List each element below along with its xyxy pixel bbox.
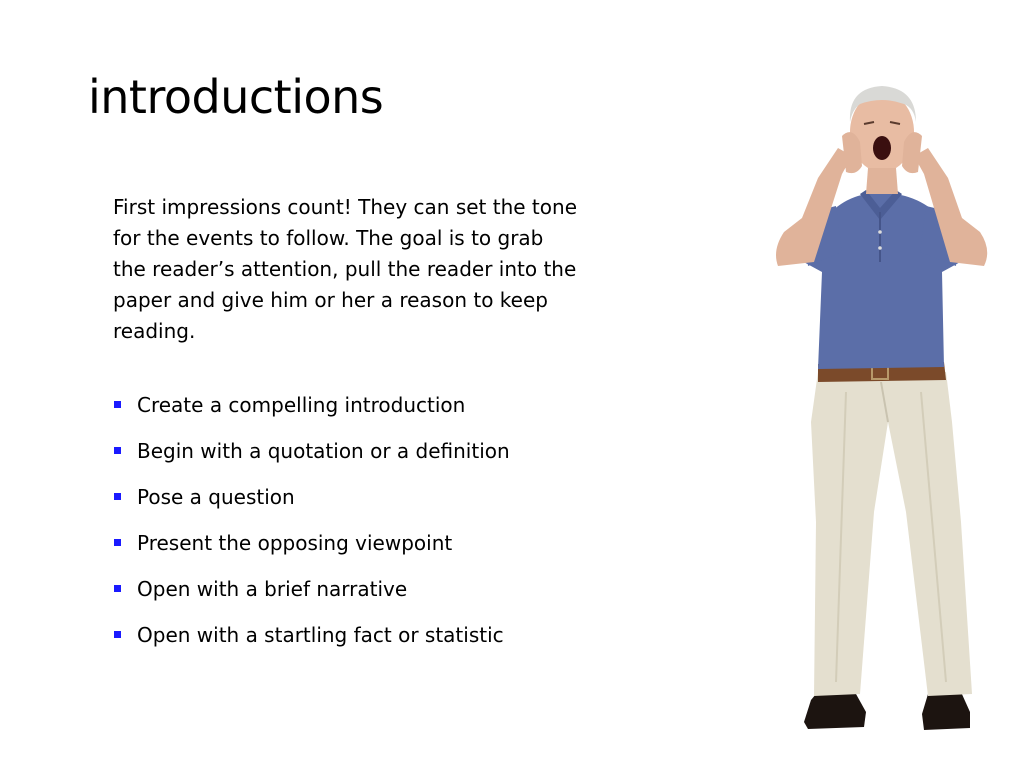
left-shoe (804, 694, 866, 729)
bullet-item (113, 482, 633, 528)
right-shoe (922, 692, 970, 730)
square-bullet-icon (114, 447, 121, 454)
square-bullet-icon (114, 493, 121, 500)
bullet-item (113, 574, 633, 620)
bullet-text: Present the opposing viewpoint (137, 531, 453, 555)
intro-paragraph: First impressions count! They can set the tone for the events to follow. The goal is to grab the reader’s attention, pull the reader into the paper and give him or her a reason to keep reading. (113, 195, 577, 343)
bullet-item (113, 390, 633, 436)
square-bullet-icon (114, 631, 121, 638)
square-bullet-icon (114, 401, 121, 408)
bullet-item (113, 620, 633, 666)
bullet-text: Begin with a quotation or a definition (137, 439, 510, 463)
trousers (811, 372, 972, 696)
square-bullet-icon (114, 585, 121, 592)
shouting-man-image (756, 82, 1006, 742)
bullet-text: Pose a question (137, 485, 295, 509)
bullet-item (113, 436, 633, 482)
bullet-text: Open with a startling fact or statistic (137, 623, 504, 647)
square-bullet-icon (114, 539, 121, 546)
slide-title: introductions (88, 70, 384, 124)
bullet-text: Open with a brief narrative (137, 577, 408, 601)
bullet-list (113, 390, 633, 666)
mouth (873, 136, 891, 160)
bullet-text: Create a compelling introduction (137, 393, 466, 417)
bullet-item (113, 528, 633, 574)
